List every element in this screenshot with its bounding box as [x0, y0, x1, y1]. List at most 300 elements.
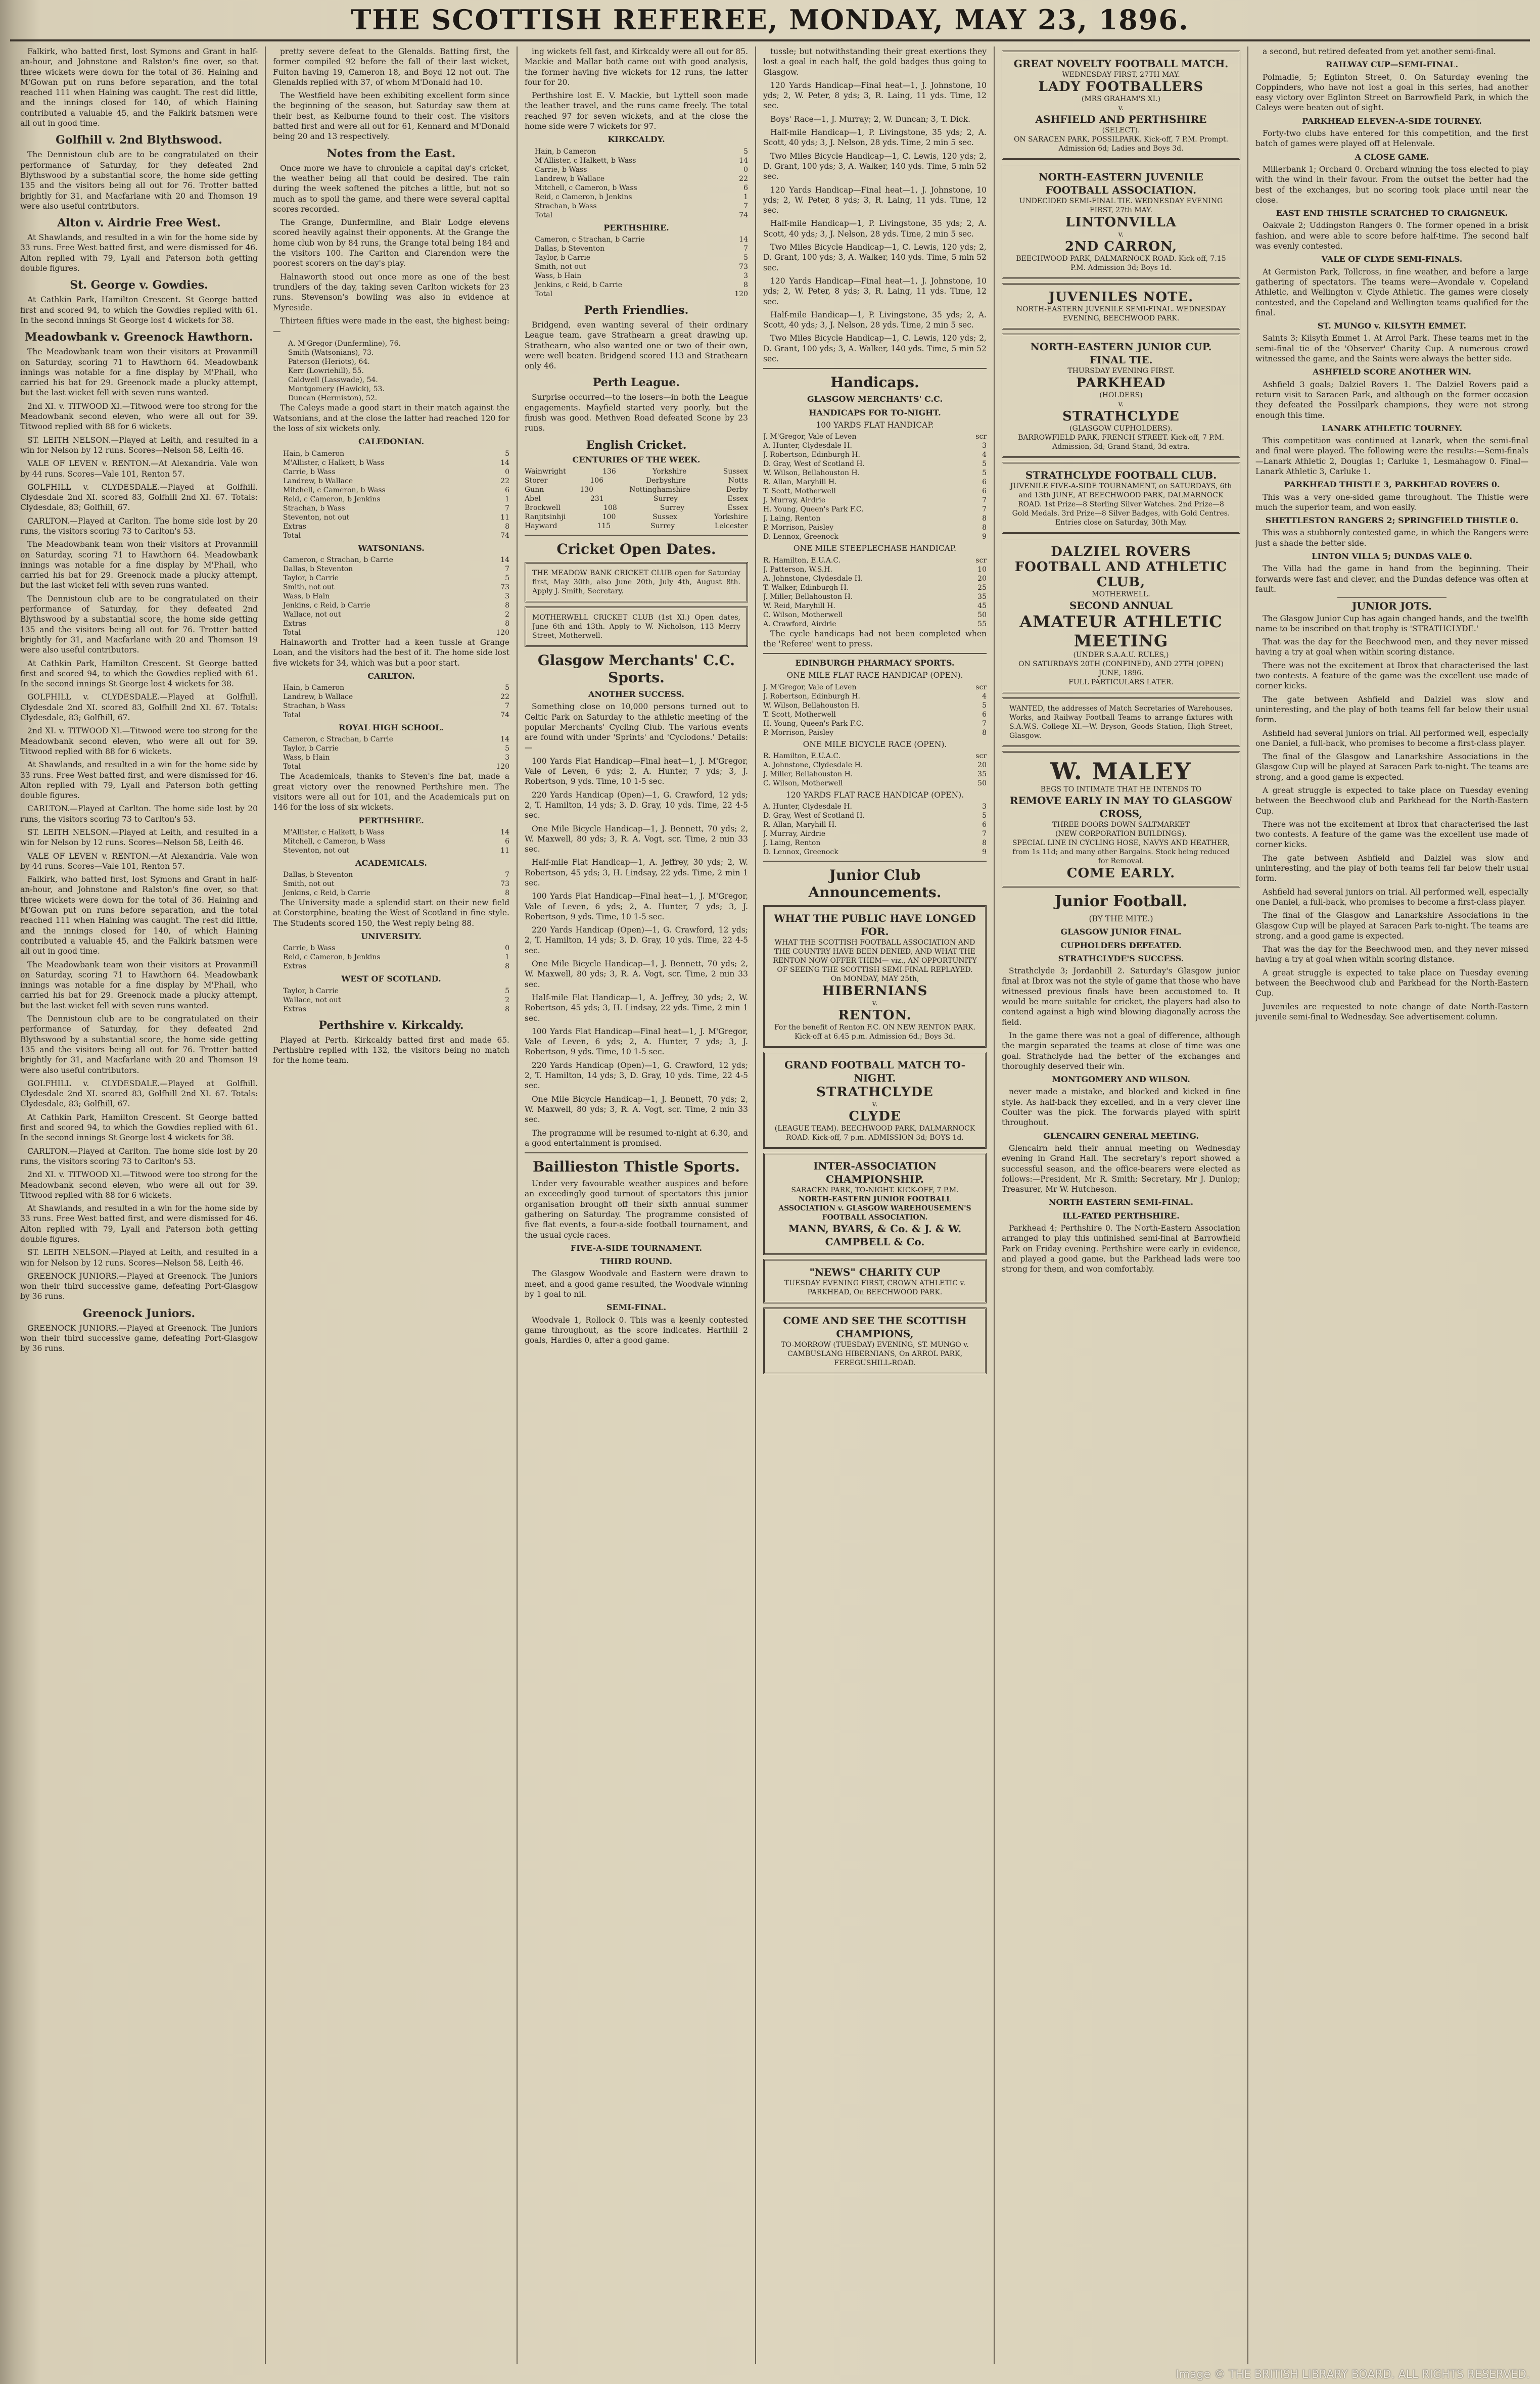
section-rule — [763, 861, 987, 862]
ad-text: UNDECIDED SEMI-FINAL TIE. WEDNESDAY EVENING FIRST, 27th MAY. — [1019, 197, 1223, 214]
article-text: At Shawlands, and resulted in a win for the home side by 33 runs. Free West batted first, and were dismissed for 46. Alton replied with 79, Lyall and Paterson both getting double figures. — [20, 760, 258, 801]
scorecard — [273, 870, 509, 898]
ad-text: SECOND ANNUAL — [1069, 599, 1173, 612]
article-text: Two Miles Bicycle Handicap—1, C. Lewis, 120 yds; 2, D. Grant, 100 yds; 3, A. Walker, 140 yds. Time, 5 min 52 sec. — [763, 334, 987, 364]
table-row: Smith, not out 73 — [535, 262, 748, 271]
table-row: Gunn 130 Nottinghamshire Derby — [525, 485, 748, 494]
article-text: Falkirk, who batted first, lost Symons and Grant in half-an-hour, and Johnstone and Ralston's fine over, so that three wickets were down for the total of 36. Haining and M'Gowan put on runs before separation, and the total reached 111 when Haining was caught. The rest did little, and the innings closed for 140, of which Haining contributed a valuable 45, and the Falkirk batsmen were all out in good time. — [20, 875, 258, 956]
table-row: W. Reid, Maryhill H. 45 — [763, 601, 987, 610]
column-6 — [1255, 46, 1528, 2364]
article-subheading: MONTGOMERY AND WILSON. — [1052, 1074, 1190, 1085]
table-row: Cameron, c Strachan, b Carrie 14 — [283, 555, 509, 564]
article-text: A great struggle is expected to take place on Tuesday evening between the Beechwood club and Parkhead for the North-Eastern Cup. — [1255, 786, 1528, 816]
article-subheading: SHETTLESTON RANGERS 2; SPRINGFIELD THISTLE 0. — [1265, 516, 1519, 526]
ad-title: INTER-ASSOCIATION CHAMPIONSHIP. — [813, 1160, 937, 1186]
table-row: Mitchell, c Cameron, b Wass 6 — [283, 486, 509, 494]
ad-text: THURSDAY EVENING FIRST. — [1067, 367, 1175, 375]
ad-text: WANTED, the addresses of Match Secretaries of Warehouses, Works, and Railway Football Teams to arrange fixtures with S.A.W.S. College XI.—W. Bryson, Goods Station, High Street, Glasgow. — [1009, 705, 1233, 740]
ad-subtitle: FINAL TIE. — [1089, 354, 1153, 366]
article-subheading: ASHFIELD SCORE ANOTHER WIN. — [1313, 367, 1471, 377]
ad-text: (GLASGOW CUPHOLDERS). — [1069, 425, 1173, 433]
ad-team: STRATHCLYDE — [816, 1085, 934, 1100]
section-rule — [1337, 597, 1446, 598]
article-text: The cycle handicaps had not been completed when the 'Referee' went to press. — [763, 629, 987, 648]
article-text: Thirteen fifties were made in the east, the highest being:— — [273, 316, 509, 336]
article-text: One Mile Bicycle Handicap—1, J. Bennett, 70 yds; 2, W. Maxwell, 80 yds; 3, R. A. Vogt, scr. Time, 2 min 33 sec. — [525, 824, 748, 854]
list-item: Paterson (Heriots), 64. — [288, 358, 370, 366]
article-text: Falkirk, who batted first, lost Symons and Grant in half-an-hour, and Johnstone and Ralston's fine over, so that three wickets were down for the total of 36. Haining and M'Gowan put on runs before separation, and the total reached 111 when Haining was caught. The rest did little, and the innings closed for 140, of which Haining contributed a valuable 45, and the Falkirk batsmen were all out in good time. — [20, 47, 258, 128]
article-subheading: ILL-FATED PERTHSHIRE. — [1062, 1210, 1180, 1221]
article-text: never made a mistake, and blocked and kicked in fine style. As half-back they excelled, and in a very clever line Coulter was the pick. The forwards played with spirit throughout. — [1002, 1087, 1240, 1128]
article-subheading: ST. MUNGO v. KILSYTH EMMET. — [1317, 321, 1467, 331]
article-text: The Meadowbank team won their visitors at Provanmill on Saturday, scoring 71 to Hawthorn 64. Meadowbank innings was notable for a fine display by M'Phail, who carried his bat for 29. Greenock made a plucky attempt, but the last wicket fell with seven runs wanted. — [20, 960, 258, 1010]
table-row: Strachan, b Wass 7 — [283, 702, 509, 711]
table-row: A. Johnstone, Clydesdale H. 20 — [763, 574, 987, 583]
ad-text: TUESDAY EVENING FIRST, CROWN ATHLETIC v. PARKHEAD, On BEECHWOOD PARK. — [784, 1279, 966, 1297]
article-text: One Mile Bicycle Handicap—1, J. Bennett, 70 yds; 2, W. Maxwell, 80 yds; 3, R. A. Vogt, scr. Time, 2 min 33 sec. — [525, 1094, 748, 1125]
scorecard — [525, 235, 748, 299]
table-row: W. Wilson, Bellahouston H. 5 — [763, 469, 987, 478]
column-3 — [525, 46, 748, 2364]
scorecard — [525, 147, 748, 220]
handicap-list — [763, 432, 987, 541]
column-rule — [994, 46, 995, 2364]
table-row: Taylor, b Carrie 5 — [283, 987, 509, 995]
ad-text: BARROWFIELD PARK, FRENCH STREET. Kick-off, 7 P.M. Admission, 3d; Grand Stand, 3d extra. — [1018, 434, 1224, 451]
article-text: VALE OF LEVEN v. RENTON.—At Alexandria. Vale won by 44 runs. Scores—Vale 101, Renton 57. — [20, 851, 258, 871]
ad-title: COME AND SEE THE SCOTTISH CHAMPIONS, — [783, 1315, 967, 1340]
ad-team: RENTON. — [838, 1008, 912, 1023]
scorecard — [273, 828, 509, 855]
section-heading: Baillieston Thistle Sports. — [532, 1158, 740, 1176]
ad-title: GRAND FOOTBALL MATCH TO-NIGHT. — [784, 1059, 965, 1085]
article-text: ST. LEITH NELSON.—Played at Leith, and resulted in a win for Nelson by 12 runs. Scores—Nelson 58, Leith 46. — [20, 828, 258, 848]
table-row: Carrie, b Wass 0 — [535, 165, 748, 174]
ad-text: THREE DOORS DOWN SALTMARKET — [1052, 821, 1190, 829]
table-row: Cameron, c Strachan, b Carrie 14 — [535, 235, 748, 244]
scorecard — [273, 683, 509, 720]
article-subheading: ANOTHER SUCCESS. — [588, 689, 684, 699]
table-row: A. Crawford, Airdrie 55 — [763, 620, 987, 628]
article-text: Glencairn held their annual meeting on Wednesday evening in Grand Hall. The secretary's report showed a successful season, and the office-bearers were elected as follows:—President, Mr R. Smith; Secretary, Mr J. Dunlop; Treasurer, Mr W. Hutcheson. — [1002, 1143, 1240, 1194]
table-row: Landrew, b Wallace 22 — [535, 174, 748, 183]
column-rule — [517, 46, 518, 2364]
article-subheading: PARKHEAD ELEVEN-A-SIDE TOURNEY. — [1302, 116, 1482, 126]
ad-text: MANN, BYARS, & Co. & J. & W. CAMPBELL & Co. — [788, 1223, 962, 1248]
article-text: The Dennistoun club are to be congratulated on their performance of Saturday, for they defeated 2nd Blythswood by a substantial score, the home side getting 135 and the visitors being all out for 76. Trotter batted brightly for 31, and Macfarlane with 20 and Thomson 19 were also useful contributors. — [20, 150, 258, 211]
column-rule — [755, 46, 756, 2364]
scorecard-heading: UNIVERSITY. — [361, 931, 422, 942]
table-row: Strachan, b Wass 7 — [283, 504, 509, 512]
article-text: GOLFHILL v. CLYDESDALE.—Played at Golfhill. Clydesdale 2nd XI. scored 83, Golfhill 2nd XI. 67. Totals: Clydesdale, 83; Golfhill, 67. — [20, 482, 258, 512]
column-4 — [763, 46, 987, 2364]
table-row: Wass, b Hain 3 — [283, 754, 509, 762]
ad-text: (MRS GRAHAM'S XI.) — [1081, 95, 1161, 103]
article-text: Millerbank 1; Orchard 0. Orchard winning the toss elected to play with the wind in their favour. From the outset the better had the best of the exchanges, but no scoring took place until near the close. — [1255, 164, 1528, 205]
article-text: The Academicals, thanks to Steven's fine bat, made a great victory over the renowned Perthshire men. The visitors were all out for 101, and the Academicals put on 146 for the loss of six wickets. — [273, 772, 509, 812]
table-row: Extras 8 — [283, 619, 509, 628]
article-text: This competition was continued at Lanark, when the semi-final and final were played. The following were the results:—Semi-finals—Lanark Athletic 2, Douglas 1; Carluke 1, Lesmahagow 0. Final—Lanark Athletic 3, Carluke 1. — [1255, 436, 1528, 476]
ad-text: (LEAGUE TEAM). BEECHWOOD PARK, DALMARNOCK ROAD. Kick-off, 7 p.m. ADMISSION 3d; BOYS 1d. — [774, 1125, 975, 1142]
ad-team: STRATHCLYDE — [1062, 409, 1180, 424]
article-subheading: 120 YARDS FLAT RACE HANDICAP (OPEN). — [785, 790, 964, 800]
table-row: A. Johnstone, Clydesdale H. 20 — [763, 761, 987, 769]
article-text: a second, but retired defeated from yet another semi-final. — [1263, 47, 1496, 56]
article-heading: Notes from the East. — [326, 147, 456, 160]
article-subheading: ONE MILE BICYCLE RACE (OPEN). — [803, 739, 947, 749]
table-row: Wainwright 136 Yorkshire Sussex — [525, 467, 748, 476]
article-text: The Caleys made a good start in their match against the Watsonians, and at the close the latter had reached 120 for the loss of six wickets only. — [273, 403, 509, 434]
article-text: Bridgend, even wanting several of their ordinary League team, gave Strathearn a great drawing up. Strathearn, who also wanted one or two of their own, were well beaten. Bridgend scored 113 and Strathearn only 46. — [525, 320, 748, 371]
section-rule — [525, 535, 748, 536]
table-row: Hain, b Cameron 5 — [283, 684, 509, 692]
table-row: Cameron, c Strachan, b Carrie 14 — [283, 735, 509, 744]
table-row: Carrie, b Wass 0 — [283, 944, 509, 953]
ad-title: NORTH-EASTERN JUNIOR CUP. — [1030, 341, 1212, 353]
ad-versus: v. — [1118, 400, 1124, 408]
article-text: Halnaworth stood out once more as one of the best trundlers of the day, taking seven Carlton wickets for 23 runs. Stevenson's bowling was also in evidence at Myreside. — [273, 272, 509, 312]
advertisement — [1002, 164, 1240, 279]
article-text: The Villa had the game in hand from the beginning. Their forwards were fast and clever, and the Dundas defence was often at fault. — [1255, 564, 1528, 594]
article-subheading: LANARK ATHLETIC TOURNEY. — [1321, 423, 1463, 433]
article-text: This was a stubbornly contested game, in which the Rangers were just a shade the better side. — [1255, 528, 1528, 548]
ad-text: SPECIAL LINE IN CYCLING HOSE, NAVYS AND HEATHER, from 1s 11d; and many other Bargains. Stock being reduced for Removal. — [1012, 839, 1230, 865]
article-text: GREENOCK JUNIORS.—Played at Greenock. The Juniors won their third successive game, defeating Port-Glasgow by 36 runs. — [20, 1323, 258, 1353]
table-row: Landrew, b Wallace 22 — [283, 693, 509, 702]
article-text: One Mile Bicycle Handicap—1, J. Bennett, 70 yds; 2, W. Maxwell, 80 yds; 3, R. A. Vogt, scr. Time, 2 min 33 sec. — [525, 959, 748, 989]
article-subheading: EAST END THISTLE SCRATCHED TO CRAIGNEUK. — [1276, 208, 1508, 218]
column-rule — [265, 46, 266, 2364]
ad-text: FULL PARTICULARS LATER. — [1068, 678, 1174, 686]
article-subheading: NORTH EASTERN SEMI-FINAL. — [1048, 1197, 1194, 1207]
article-text: The University made a splendid start on their new field at Corstorphine, beating the West of Scotland in fine style. The Students scored 150, the West reply being 88. — [273, 898, 509, 928]
article-text: Forty-two clubs have entered for this competition, and the first batch of games were played off at Helenvale. — [1255, 129, 1528, 149]
article-text: Half-mile Flat Handicap—1, A. Jeffrey, 30 yds; 2, W. Robertson, 45 yds; 3, H. Lindsay, 22 yds. Time, 2 min 1 sec. — [525, 993, 748, 1023]
article-text: CARLTON.—Played at Carlton. The home side lost by 20 runs, the visitors scoring 73 to Carlton's 53. — [20, 804, 258, 824]
table-row: Carrie, b Wass 0 — [283, 468, 509, 476]
table-row: Mitchell, c Cameron, b Wass 6 — [535, 183, 748, 192]
article-text: The Dennistoun club are to be congratulated on their performance of Saturday, for they defeated 2nd Blythswood by a substantial score, the home side getting 135 and the visitors being all out for 76. Trotter batted brightly for 31, and Macfarlane with 20 and Thomson 19 were also useful contributors. — [20, 594, 258, 655]
article-text: The Meadowbank team won their visitors at Provanmill on Saturday, scoring 71 to Hawthorn 64. Meadowbank innings was notable for a fine display by M'Phail, who carried his bat for 29. Greenock made a plucky attempt, but the last wicket fell with seven runs wanted. — [20, 347, 258, 398]
scorecard-heading: WATSONIANS. — [358, 543, 425, 553]
article-text: The gate between Ashfield and Dalziel was slow and uninteresting, and the play of both teams fell far below their usual form. — [1255, 694, 1528, 725]
article-text: The gate between Ashfield and Dalziel was slow and uninteresting, and the play of both teams fell far below their usual form. — [1255, 853, 1528, 883]
article-text: Once more we have to chronicle a capital day's cricket, the weather being all that could be desired. The rain during the week softened the pitches a little, but not so much as to spoil the game, and there were several capital scores recorded. — [273, 163, 509, 214]
article-heading: Greenock Juniors. — [82, 1306, 196, 1320]
article-subheading: CENTURIES OF THE WEEK. — [572, 454, 701, 464]
article-text: Oakvale 2; Uddingston Rangers 0. The former opened in a brisk fashion, and were able to score before half-time. The second half was evenly contested. — [1255, 221, 1528, 251]
section-heading: Junior Club Announcements. — [808, 867, 942, 901]
advertisement — [1002, 283, 1240, 330]
article-subheading: PARKHEAD THISTLE 3, PARKHEAD ROVERS 0. — [1284, 480, 1500, 490]
handicap-list — [763, 752, 987, 788]
table-row: W. Wilson, Bellahouston H. 5 — [763, 701, 987, 710]
advertisement — [1002, 334, 1240, 458]
column-1 — [20, 46, 258, 2364]
article-text: At Shawlands, and resulted in a win for the home side by 33 runs. Free West batted first, and were dismissed for 46. Alton replied with 79, Lyall and Paterson both getting double figures. — [20, 1204, 258, 1244]
ad-team: LADY FOOTBALLERS — [1038, 79, 1204, 95]
article-subheading: VALE OF CLYDE SEMI-FINALS. — [1321, 254, 1463, 264]
table-row: Total 74 — [535, 211, 748, 219]
article-text: 220 Yards Handicap (Open)—1, G. Crawford, 12 yds; 2, T. Hamilton, 14 yds; 3, D. Gray, 10 yds. Time, 22 4-5 sec. — [525, 790, 748, 820]
article-text: Two Miles Bicycle Handicap—1, C. Lewis, 120 yds; 2, D. Grant, 100 yds; 3, A. Walker, 140 yds. Time, 5 min 52 sec. — [763, 243, 987, 272]
list-item: Caldwell (Lasswade), 54. — [288, 376, 378, 385]
table-row: Hain, b Cameron 5 — [283, 449, 509, 458]
table-row: Smith, not out 73 — [283, 880, 509, 889]
article-text: 120 Yards Handicap—Final heat—1, J. Johnstone, 10 yds; 2, W. Peter, 8 yds; 3, R. Laing, 11 yds. Time, 12 sec. — [763, 80, 987, 111]
article-subheading: ONE MILE STEEPLECHASE HANDICAP. — [793, 544, 957, 553]
ad-text: TO-MORROW (TUESDAY) EVENING, ST. MUNGO v. CAMBUSLANG HIBERNIANS, On ARROL PARK, FEREGUSHILL-ROAD. — [781, 1341, 969, 1368]
article-subheading: FIVE-A-SIDE TOURNAMENT. — [570, 1243, 703, 1253]
handicap-list — [763, 683, 987, 737]
ad-text: For the benefit of Renton F.C. ON NEW RENTON PARK. Kick-off at 6.45 p.m. Admission 6d.; Boys 3d. — [774, 1023, 976, 1041]
table-row: T. Walker, Edinburgh H. 25 — [763, 583, 987, 592]
table-row: Wass, b Hain 3 — [535, 271, 748, 280]
advertisement — [525, 562, 748, 602]
article-text: GOLFHILL v. CLYDESDALE.—Played at Golfhill. Clydesdale 2nd XI. scored 83, Golfhill 2nd XI. 67. Totals: Clydesdale, 83; Golfhill, 67. — [20, 1079, 258, 1109]
advertisement — [1002, 538, 1240, 693]
article-text: Ashfield had several juniors on trial. All performed well, especially one Daniel, a full-back, who promises to become a first-class player. — [1255, 887, 1528, 907]
table-row: Steventon, not out 11 — [283, 846, 509, 855]
ad-team: ASHFIELD AND PERTHSHIRE — [1035, 113, 1207, 125]
table-row: R. Hamilton, E.U.A.C. scr — [763, 752, 987, 760]
ad-versus: v. — [1118, 230, 1124, 239]
advertisement — [763, 1259, 987, 1303]
article-text: This was a very one-sided game throughout. The Thistle were much the superior team, and won easily. — [1255, 492, 1528, 512]
article-text: Half-mile Handicap—1, P. Livingstone, 35 yds; 2, A. Scott, 40 yds; 3, J. Nelson, 28 yds. Time, 2 min 5 sec. — [763, 128, 987, 148]
column-rule — [1247, 46, 1248, 2364]
table-row: Dallas, b Steventon 7 — [283, 565, 509, 573]
centuries-table — [525, 467, 748, 531]
ad-team: PARKHEAD — [1076, 376, 1166, 391]
article-subheading: ONE MILE FLAT RACE HANDICAP (OPEN). — [786, 671, 963, 680]
article-text: Ashfield had several juniors on trial. All performed well, especially one Daniel, a full-back, who promises to become a first-class player. — [1255, 728, 1528, 748]
table-row: P. Morrison, Paisley 8 — [763, 524, 987, 532]
table-row: H. Young, Queen's Park F.C. 7 — [763, 505, 987, 514]
table-row: M'Allister, c Halkett, b Wass 14 — [535, 156, 748, 165]
table-row: J. Robertson, Edinburgh H. 4 — [763, 692, 987, 700]
ad-title: STRATHCLYDE FOOTBALL CLUB. — [1025, 469, 1217, 481]
table-row: Taylor, b Carrie 5 — [283, 574, 509, 582]
article-text: The Glasgow Junior Cup has again changed hands, and the twelfth name to be inscribed on that trophy is 'STRATHCLYDE.' — [1255, 614, 1528, 633]
article-text: That was the day for the Beechwood men, and they never missed having a try at goal when within scoring distance. — [1255, 637, 1528, 657]
article-text: Two Miles Bicycle Handicap—1, C. Lewis, 120 yds; 2, D. Grant, 100 yds; 3, A. Walker, 140 yds. Time, 5 min 52 sec. — [763, 151, 987, 181]
column-2 — [273, 46, 509, 2364]
article-text: Half-mile Flat Handicap—1, A. Jeffrey, 30 yds; 2, W. Robertson, 45 yds; 3, H. Lindsay, 22 yds. Time, 2 min 1 sec. — [525, 858, 748, 887]
article-text: Boys' Race—1, J. Murray; 2, W. Duncan; 3, T. Dick. — [770, 114, 970, 124]
table-row: J. M'Gregor, Vale of Leven scr — [763, 433, 987, 441]
list-item: Duncan (Hermiston), 52. — [288, 394, 378, 403]
article-text: The Westfield have been exhibiting excellent form since the beginning of the season, but Saturday saw them at their best, as Kelburne found to their cost. The visitors batted first and were all out for 61, Kennard and M'Donald being 20 and 13 respectively. — [273, 91, 509, 142]
scorecard — [273, 944, 509, 971]
article-heading: Perth Friendlies. — [584, 303, 689, 317]
table-row: J. Laing, Renton 8 — [763, 839, 987, 848]
section-rule — [763, 368, 987, 369]
scorecard-heading: WEST OF SCOTLAND. — [341, 974, 441, 984]
article-subheading: HANDICAPS FOR TO-NIGHT. — [809, 407, 941, 417]
article-text: ing wickets fell fast, and Kirkcaldy were all out for 85. Mackie and Mallar both came out with good analysis, the former having five wickets for 12 runs, the latter four for 20. — [525, 47, 748, 87]
article-text: CARLTON.—Played at Carlton. The home side lost by 20 runs, the visitors scoring 73 to Carlton's 53. — [20, 516, 258, 536]
table-row: Wallace, not out 2 — [283, 996, 509, 1004]
article-text: The programme will be resumed to-night at 6.30, and a good entertainment is promised. — [525, 1128, 748, 1148]
table-row: Taylor, b Carrie 5 — [283, 744, 509, 753]
table-row: Abel 231 Surrey Essex — [525, 494, 748, 503]
copyright-notice: Image © THE BRITISH LIBRARY BOARD. ALL RIGHTS RESERVED. — [1176, 2368, 1530, 2381]
list-item: Kerr (Lowriehill), 55. — [288, 367, 364, 376]
article-text: 2nd XI. v. TITWOOD XI.—Titwood were too strong for the Meadowbank second eleven, who were all out for 39. Titwood replied with 88 for 6 wickets. — [20, 401, 258, 432]
article-text: 100 Yards Flat Handicap—Final heat—1, J. M'Gregor, Vale of Leven, 6 yds; 2, A. Hunter, 7 yds; 3, J. Robertson, 9 yds. Time, 10 1-5 sec. — [525, 756, 748, 786]
article-text: Woodvale 1, Rollock 0. This was a keenly contested game throughout, as the score indicates. Harthill 2 goals, Hardies 0, after a good game. — [525, 1315, 748, 1345]
ad-text: (SELECT). — [1102, 126, 1140, 134]
article-subheading: STRATHCLYDE'S SUCCESS. — [1058, 953, 1184, 963]
section-rule — [525, 1152, 748, 1153]
article-text: Under very favourable weather auspices and before an exceedingly good turnout of spectators this junior organisation brought off their sixth annual summer gathering on Saturday. The programme consisted of five flat events, a four-a-side football tournament, and the usual cycle races. — [525, 1179, 748, 1240]
table-row: J. Murray, Airdrie 7 — [763, 496, 987, 505]
table-row: Smith, not out 73 — [283, 583, 509, 591]
table-row: P. Morrison, Paisley 8 — [763, 728, 987, 737]
article-text: The Grange, Dunfermline, and Blair Lodge elevens scored heavily against their opponents. At the Grange the home club won by 84 runs, the Grange total being 184 and the visitors 100. The Carlton and Clarendon were the poorest scorers on the day's play. — [273, 218, 509, 268]
ad-text: BEGS TO INTIMATE THAT HE INTENDS TO — [1040, 785, 1202, 793]
advertisement — [763, 1153, 987, 1255]
ad-text: WEDNESDAY FIRST, 27TH MAY. — [1062, 71, 1180, 79]
table-row: J. Patterson, W.S.H. 10 — [763, 565, 987, 574]
ad-title: W. MALEY — [1050, 758, 1192, 785]
scorecard-heading: CARLTON. — [367, 671, 415, 681]
article-text: The Glasgow Woodvale and Eastern were drawn to meet, and a good game resulted, the Woodvale winning by 1 goal to nil. — [525, 1269, 748, 1299]
article-text: 2nd XI. v. TITWOOD XI.—Titwood were too strong for the Meadowbank second eleven, who were all out for 39. Titwood replied with 88 for 6 wickets. — [20, 726, 258, 756]
article-text: At Cathkin Park, Hamilton Crescent. St George batted first and scored 94, to which the Gowdies replied with 61. In the second innings St George lost 4 wickets for 38. — [20, 1112, 258, 1143]
table-row: D. Gray, West of Scotland H. 5 — [763, 812, 987, 820]
masthead: THE SCOTTISH REFEREE, MONDAY, MAY 23, 1896. — [351, 4, 1189, 36]
article-subheading: RAILWAY CUP—SEMI-FINAL. — [1326, 60, 1458, 70]
article-subheading: A CLOSE GAME. — [1355, 152, 1429, 162]
table-row: D. Gray, West of Scotland H. 5 — [763, 460, 987, 469]
article-text: The Dennistoun club are to be congratulated on their performance of Saturday, for they defeated 2nd Blythswood by a substantial score, the home side getting 135 and the visitors being all out for 76. Trotter batted brightly for 31, and Macfarlane with 20 and Thomson 19 were also useful contributors. — [20, 1014, 258, 1075]
table-row: Hain, b Cameron 5 — [535, 147, 748, 156]
ad-title: GREAT NOVELTY FOOTBALL MATCH. — [1013, 58, 1229, 70]
fifties-list — [273, 339, 509, 403]
table-row: Total 74 — [283, 531, 509, 540]
article-subheading: THIRD ROUND. — [600, 1256, 672, 1267]
ad-text: ON SARACEN PARK, POSSILPARK. Kick-off, 7 P.M. Prompt. Admission 6d; Ladies and Boys 3d. — [1013, 135, 1229, 153]
article-subheading: JUNIOR JOTS. — [1351, 600, 1432, 613]
table-row: A. Hunter, Clydesdale H. 3 — [763, 803, 987, 811]
article-text: There was not the excitement at Ibrox that characterised the last two contests. A feature of the game was the excellent use made of corner kicks. — [1255, 661, 1528, 691]
ad-text: (UNDER S.A.A.U. RULES,) — [1073, 651, 1169, 659]
table-row: Reid, c Cameron, b Jenkins 1 — [283, 953, 509, 962]
table-row: J. Miller, Bellahouston H. 35 — [763, 592, 987, 601]
article-text: A great struggle is expected to take place on Tuesday evening between the Beechwood club and Parkhead for the North-Eastern Cup. — [1255, 968, 1528, 998]
article-text: The final of the Glasgow and Lanarkshire Associations in the Glasgow Cup will be played at Saracen Park to-night. The teams are strong, and a good game is expected. — [1255, 752, 1528, 782]
scorecard — [273, 449, 509, 540]
section-heading: Glasgow Merchants' C.C. Sports. — [537, 651, 735, 686]
advertisement — [1002, 697, 1240, 747]
article-text: 100 Yards Flat Handicap—Final heat—1, J. M'Gregor, Vale of Leven, 6 yds; 2, A. Hunter, 7 yds; 3, J. Robertson, 9 yds. Time, 10 1-5 sec. — [525, 892, 748, 921]
article-heading: Alton v. Airdrie Free West. — [57, 216, 221, 230]
article-text: CARLTON.—Played at Carlton. The home side lost by 20 runs, the visitors scoring 73 to Carlton's 53. — [20, 1146, 258, 1166]
scorecard — [273, 735, 509, 771]
table-row: Wallace, not out 2 — [283, 610, 509, 619]
masthead-rule — [10, 39, 1530, 41]
article-text: At Cathkin Park, Hamilton Crescent. St George batted first and scored 94, to which the Gowdies replied with 61. In the second innings St George lost 4 wickets for 38. — [20, 659, 258, 689]
article-heading: Meadowbank v. Greenock Hawthorn. — [25, 331, 253, 344]
section-heading: Cricket Open Dates. — [556, 540, 716, 557]
table-row: Extras 8 — [283, 1005, 509, 1013]
article-heading: Perth League. — [592, 376, 680, 390]
article-text: At Germiston Park, Tollcross, in fine weather, and before a large gathering of spectators. The teams were—Avondale v. Copeland Athletic, and Wellington v. Clyde Athletic. The games were closely contested, and the Copeland and Wellington teams qualified for the final. — [1255, 267, 1528, 317]
table-row: Dallas, b Steventon 7 — [283, 871, 509, 879]
table-row: J. Laing, Renton 8 — [763, 515, 987, 523]
article-text: That was the day for the Beechwood men, and they never missed having a try at goal when within scoring distance. — [1255, 945, 1528, 964]
table-row: Brockwell 108 Surrey Essex — [525, 503, 748, 512]
table-row: D. Lennox, Greenock 9 — [763, 533, 987, 541]
ad-text: MOTHERWELL. — [1092, 590, 1150, 598]
scorecard-heading: PERTHSHIRE. — [358, 815, 424, 825]
ad-text: AMATEUR ATHLETIC MEETING — [1019, 612, 1223, 650]
table-row: J. Miller, Bellahouston H. 35 — [763, 770, 987, 778]
ad-text: WHAT THE SCOTTISH FOOTBALL ASSOCIATION AND THE COUNTRY HAVE BEEN DENIED, AND WHAT THE RENTON NOW OFFER THEM— viz., AN OPPORTUNITY OF SEEING THE SCOTTISH SEMI-FINAL REPLAYED. On MONDAY, MAY 25th, — [773, 939, 977, 984]
article-text: The final of the Glasgow and Lanarkshire Associations in the Glasgow Cup will be played at Saracen Park to-night. The teams are strong, and a good game is expected. — [1255, 911, 1528, 941]
article-text: 100 Yards Flat Handicap—Final heat—1, J. M'Gregor, Vale of Leven, 6 yds; 2, A. Hunter, 7 yds; 3, J. Robertson, 9 yds. Time, 10 1-5 sec. — [525, 1026, 748, 1057]
ad-versus: v. — [1118, 104, 1124, 112]
table-row: Jenkins, c Reid, b Carrie 8 — [535, 281, 748, 289]
ad-text: REMOVE EARLY IN MAY TO GLASGOW CROSS, — [1009, 794, 1233, 820]
list-item: Montgomery (Hawick), 53. — [288, 385, 385, 394]
table-row: Total 120 — [535, 290, 748, 298]
article-text: VALE OF LEVEN v. RENTON.—At Alexandria. Vale won by 44 runs. Scores—Vale 101, Renton 57. — [20, 459, 258, 479]
table-row: Hayward 115 Surrey Leicester — [525, 522, 748, 530]
ad-text: NORTH-EASTERN JUVENILE SEMI-FINAL. WEDNESDAY EVENING, BEECHWOOD PARK. — [1016, 305, 1226, 322]
table-row: Steventon, not out 11 — [283, 513, 509, 522]
table-row: C. Wilson, Motherwell 50 — [763, 611, 987, 619]
article-text: The Meadowbank team won their visitors at Provanmill on Saturday, scoring 71 to Hawthorn 64. Meadowbank innings was notable for a fine display by M'Phail, who carried his bat for 29. Greenock made a plucky attempt, but the last wicket fell with seven runs wanted. — [20, 540, 258, 590]
scorecard-heading: ROYAL HIGH SCHOOL. — [339, 723, 444, 733]
ad-text: JUVENILE FIVE-A-SIDE TOURNAMENT, on SATURDAYS, 6th and 13th JUNE, AT BEECHWOOD PARK, DALMARNOCK ROAD. 1st Prize—8 Sterling Silver Watches. 2nd Prize—8 Gold Medals. 3rd Prize—8 Silver Badges, with Gold Centres. Entries close on Saturday, 30th May. — [1010, 482, 1232, 527]
article-text: Surprise occurred—to the losers—in both the League engagements. Mayfield started very poorly, but the finish was good. Methven Road defeated Scone by 23 runs. — [525, 393, 748, 433]
scorecard — [273, 987, 509, 1014]
table-row: Total 120 — [283, 628, 509, 637]
byline: (BY THE MITE.) — [1089, 914, 1153, 923]
scorecard-heading: PERTHSHIRE. — [603, 222, 669, 232]
advertisement — [1002, 751, 1240, 887]
table-row: J. Robertson, Edinburgh H. 4 — [763, 451, 987, 459]
article-subheading: 100 YARDS FLAT HANDICAP. — [816, 420, 934, 430]
table-row: Dallas, b Steventon 7 — [535, 244, 748, 253]
article-text: 120 Yards Handicap—Final heat—1, J. Johnstone, 10 yds; 2, W. Peter, 8 yds; 3, R. Laing, 11 yds. Time, 12 sec. — [763, 185, 987, 215]
table-row: Strachan, b Wass 7 — [535, 202, 748, 210]
handicap-list — [763, 556, 987, 629]
article-text: Half-mile Handicap—1, P. Livingstone, 35 yds; 2, A. Scott, 40 yds; 3, J. Nelson, 28 yds. Time, 2 min 5 sec. — [763, 310, 987, 330]
table-row: Landrew, b Wallace 22 — [283, 477, 509, 485]
handicap-list — [763, 802, 987, 857]
advertisement — [525, 606, 748, 647]
table-row: Extras 8 — [283, 962, 509, 971]
table-row: Jenkins, c Reid, b Carrie 8 — [283, 601, 509, 610]
article-text: 120 Yards Handicap—Final heat—1, J. Johnstone, 10 yds; 2, W. Peter, 8 yds; 3, R. Laing, 11 yds. Time, 12 sec. — [763, 276, 987, 306]
scorecard-heading: KIRKCALDY. — [608, 134, 665, 145]
table-row: Total 120 — [283, 763, 509, 771]
article-text: Half-mile Handicap—1, P. Livingstone, 35 yds; 2, A. Scott, 40 yds; 3, J. Nelson, 28 yds. Time, 2 min 5 sec. — [763, 219, 987, 239]
article-subheading: LINTON VILLA 5; DUNDAS VALE 0. — [1312, 551, 1472, 562]
article-subheading: GLENCAIRN GENERAL MEETING. — [1043, 1131, 1199, 1141]
article-text: Saints 3; Kilsyth Emmet 1. At Arrol Park. These teams met in the semi-final tie of the 'Observer' Charity Cup. A numerous crowd witnessed the game, and the Saints were always the better side. — [1255, 334, 1528, 364]
table-row: Total 74 — [283, 711, 509, 720]
article-text: 220 Yards Handicap (Open)—1, G. Crawford, 12 yds; 2, T. Hamilton, 14 yds; 3, D. Gray, 10 yds. Time, 22 4-5 sec. — [525, 925, 748, 955]
ad-title: WHAT THE PUBLIC HAVE LONGED FOR. — [774, 912, 976, 938]
article-text: Something close on 10,000 persons turned out to Celtic Park on Saturday to the athletic meeting of the popular Merchants' Cycling Club. The various events are found with under 'Sprints' and 'Cyclodons.' Details:— — [525, 702, 748, 753]
article-text: Parkhead 4; Perthshire 0. The North-Eastern Association arranged to play this unfinished semi-final at Barrowfield Park on Friday evening. Perthshire were early in evidence, and played a good game, but the Parkhead lads were too strong for them, and won comfortably. — [1002, 1224, 1240, 1274]
article-subheading: SEMI-FINAL. — [606, 1302, 667, 1313]
